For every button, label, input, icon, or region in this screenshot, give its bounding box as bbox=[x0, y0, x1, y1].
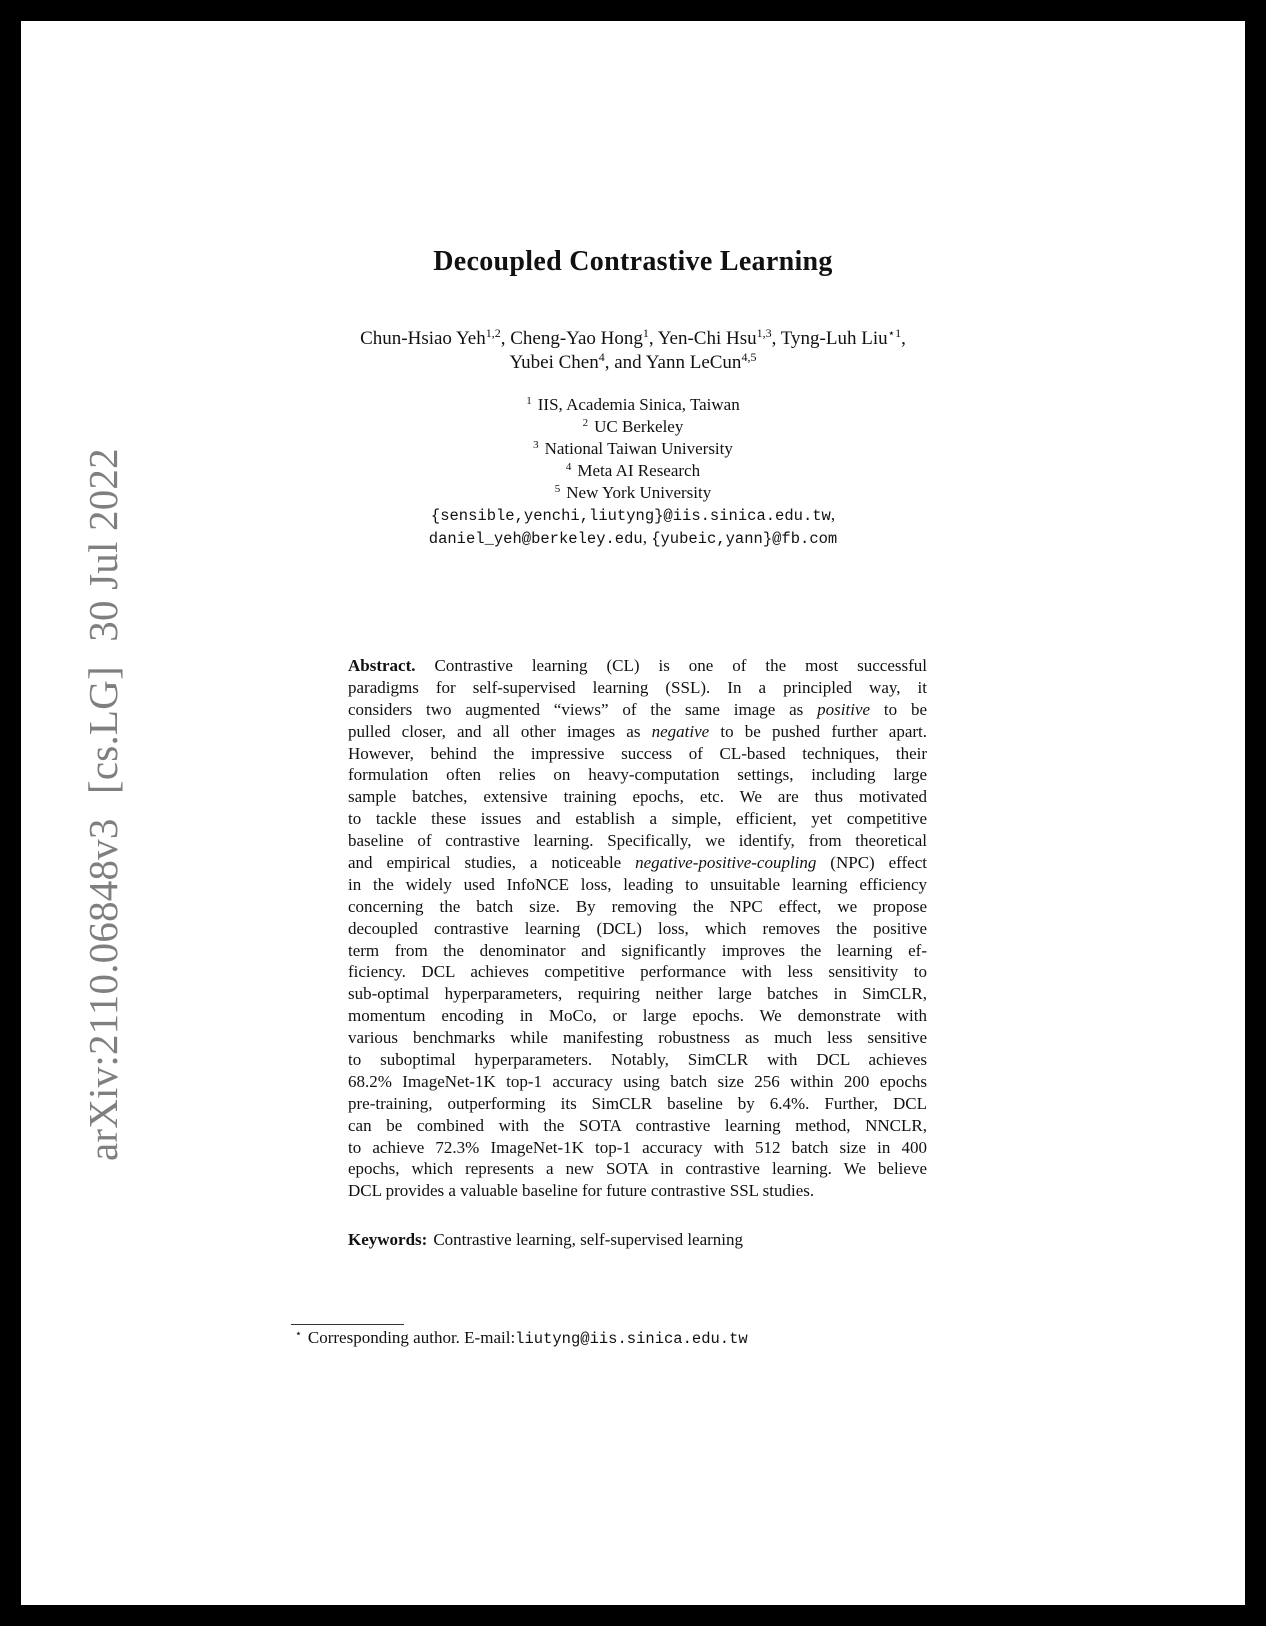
abstract-line bbox=[348, 1137, 927, 1159]
affiliation-list bbox=[21, 394, 1245, 550]
abstract-text: However, behind the impressive success of CL-based techniques, their bbox=[348, 743, 927, 763]
abstract-label: Abstract. bbox=[348, 656, 416, 675]
affiliation-item bbox=[21, 416, 1245, 438]
affiliation-number: 1 bbox=[526, 395, 532, 407]
author-affiliation-mark: 1,3 bbox=[756, 326, 772, 340]
abstract-text: ficiency. DCL achieves competitive performance with less sensitivity to bbox=[348, 962, 927, 982]
abstract-line bbox=[348, 1027, 927, 1049]
abstract-emphasis: negative bbox=[651, 721, 710, 741]
abstract-text: in the widely used InfoNCE loss, leading to unsuitable learning efficiency bbox=[348, 874, 927, 894]
abstract-line bbox=[348, 677, 927, 699]
abstract-line bbox=[348, 830, 927, 852]
email-group-fb[interactable]: {yubeic,yann}@fb.com bbox=[651, 530, 838, 548]
author-name: Yubei Chen bbox=[509, 352, 599, 373]
abstract-text: (NPC) effect bbox=[816, 853, 927, 873]
footnote-email-link[interactable]: liutyng@iis.sinica.edu.tw bbox=[515, 1330, 748, 1348]
abstract-text: pulled closer, and all other images as bbox=[348, 721, 652, 741]
abstract-line bbox=[348, 961, 927, 983]
affiliation-name: UC Berkeley bbox=[594, 417, 684, 436]
affiliation-number: 4 bbox=[565, 461, 572, 473]
abstract-text: paradigms for self-supervised learning (SSL). In a principled way, it bbox=[348, 677, 927, 697]
abstract-text: epochs, which represents a new SOTA in contrastive learning. We believe bbox=[348, 1159, 927, 1179]
abstract-emphasis: negative-positive-coupling bbox=[635, 853, 817, 873]
abstract-line bbox=[348, 1158, 927, 1180]
author-name: Chun-Hsiao Yeh bbox=[360, 328, 486, 349]
arxiv-id[interactable]: arXiv:2110.06848v3 bbox=[80, 818, 126, 1161]
abstract-line bbox=[348, 786, 927, 808]
author-name: Tyng-Luh Liu bbox=[780, 328, 888, 349]
author-separator: , bbox=[500, 328, 511, 349]
affiliation-name: National Taiwan University bbox=[544, 439, 733, 458]
abstract-text: to achieve 72.3% ImageNet-1K top-1 accuracy with 512 batch size in 400 bbox=[348, 1137, 927, 1157]
abstract-text: various benchmarks while manifesting robustness as much less sensitive bbox=[348, 1028, 927, 1048]
abstract-text: to be pushed further apart. bbox=[709, 721, 927, 741]
abstract bbox=[348, 655, 927, 1202]
abstract-line bbox=[348, 1115, 927, 1137]
paper-page bbox=[21, 21, 1245, 1605]
abstract-text: decoupled contrastive learning (DCL) loss, which removes the positive bbox=[348, 918, 927, 938]
affiliation-name: IIS, Academia Sinica, Taiwan bbox=[537, 395, 740, 414]
email-group-iis[interactable]: {sensible,yenchi,liutyng}@iis.sinica.edu.tw bbox=[430, 507, 831, 525]
abstract-line bbox=[348, 1071, 927, 1093]
abstract-line bbox=[348, 874, 927, 896]
abstract-text: DCL provides a valuable baseline for future contrastive SSL studies. bbox=[348, 1181, 815, 1201]
author-name: Yen-Chi Hsu bbox=[657, 328, 757, 349]
abstract-text: sample batches, extensive training epochs, etc. We are thus motivated bbox=[348, 787, 927, 807]
email-line-1 bbox=[21, 504, 1245, 527]
footnote-rule bbox=[291, 1324, 404, 1325]
abstract-line bbox=[348, 1049, 927, 1071]
abstract-line bbox=[348, 1180, 927, 1202]
author-affiliation-mark: 4 bbox=[598, 350, 605, 364]
affiliation-item bbox=[21, 394, 1245, 416]
abstract-line bbox=[348, 721, 927, 743]
author-affiliation-mark: 1,2 bbox=[485, 326, 501, 340]
affiliation-item bbox=[21, 438, 1245, 460]
author-line-1 bbox=[21, 327, 1245, 351]
abstract-line bbox=[348, 940, 927, 962]
author-name: Cheng-Yao Hong bbox=[510, 328, 643, 349]
author-separator: , bbox=[648, 328, 658, 349]
abstract-text: pre-training, outperforming its SimCLR baseline by 6.4%. Further, DCL bbox=[348, 1093, 927, 1113]
author-affiliation-mark: ⋆1 bbox=[887, 326, 902, 340]
affiliation-name: New York University bbox=[566, 483, 712, 502]
abstract-text: considers two augmented “views” of the same image as bbox=[348, 699, 818, 719]
abstract-line bbox=[348, 896, 927, 918]
author-affiliation-mark: 4,5 bbox=[741, 350, 757, 364]
abstract-text: baseline of contrastive learning. Specifically, we identify, from theoretical bbox=[348, 831, 927, 851]
abstract-line bbox=[348, 983, 927, 1005]
abstract-text: momentum encoding in MoCo, or large epochs. We demonstrate with bbox=[348, 1006, 927, 1026]
abstract-line bbox=[348, 655, 927, 677]
arxiv-category: [cs.LG] bbox=[80, 666, 126, 794]
abstract-line bbox=[348, 852, 927, 874]
abstract-text: and empirical studies, a noticeable bbox=[348, 853, 636, 873]
keywords-text: Contrastive learning, self-supervised learning bbox=[433, 1230, 744, 1249]
arxiv-date: 30 Jul 2022 bbox=[80, 448, 126, 642]
abstract-text: Contrastive learning (CL) is one of the most successful bbox=[434, 656, 928, 675]
abstract-text: formulation often relies on heavy-computation settings, including large bbox=[348, 765, 927, 785]
affiliation-name: Meta AI Research bbox=[577, 461, 701, 480]
email-line-2 bbox=[21, 527, 1245, 550]
affiliation-number: 5 bbox=[554, 483, 561, 495]
footnote bbox=[295, 1328, 748, 1348]
email-berkeley[interactable]: daniel_yeh@berkeley.edu bbox=[428, 530, 643, 548]
author-separator: , bbox=[771, 328, 781, 349]
affiliation-item bbox=[21, 482, 1245, 504]
abstract-text: to tackle these issues and establish a simple, efficient, yet competitive bbox=[348, 809, 927, 829]
abstract-text: term from the denominator and significantly improves the learning ef- bbox=[348, 940, 927, 960]
abstract-line bbox=[348, 1005, 927, 1027]
author-affiliation-mark: 1 bbox=[642, 326, 649, 340]
affiliation-item bbox=[21, 460, 1245, 482]
author-separator: , bbox=[901, 328, 906, 349]
abstract-text: to suboptimal hyperparameters. Notably, SimCLR with DCL achieves bbox=[348, 1050, 927, 1070]
email-separator: , bbox=[830, 505, 836, 524]
abstract-text: can be combined with the SOTA contrastive learning method, NNCLR, bbox=[348, 1115, 927, 1135]
author-separator: , and bbox=[604, 352, 646, 373]
keywords-label: Keywords: bbox=[348, 1230, 428, 1249]
author-name: Yann LeCun bbox=[645, 352, 742, 373]
abstract-text: concerning the batch size. By removing the NPC effect, we propose bbox=[348, 896, 927, 916]
affiliation-number: 3 bbox=[533, 439, 539, 451]
affiliation-number: 2 bbox=[582, 417, 589, 429]
email-separator: , bbox=[642, 528, 652, 547]
abstract-line bbox=[348, 918, 927, 940]
footnote-text: Corresponding author. E-mail: bbox=[307, 1328, 516, 1347]
abstract-text: sub-optimal hyperparameters, requiring neither large batches in SimCLR, bbox=[348, 984, 927, 1004]
abstract-emphasis: positive bbox=[817, 699, 871, 719]
paper-title: Decoupled Contrastive Learning bbox=[433, 246, 833, 277]
abstract-text: 68.2% ImageNet-1K top-1 accuracy using batch size 256 within 200 epochs bbox=[348, 1071, 927, 1091]
abstract-line bbox=[348, 699, 927, 721]
abstract-line bbox=[348, 1093, 927, 1115]
author-line-2 bbox=[21, 351, 1245, 375]
keywords bbox=[348, 1230, 743, 1250]
abstract-line bbox=[348, 808, 927, 830]
abstract-text: to be bbox=[870, 699, 927, 719]
author-list bbox=[21, 327, 1245, 375]
abstract-line bbox=[348, 743, 927, 765]
abstract-line bbox=[348, 764, 927, 786]
footnote-star-mark: ⋆ bbox=[295, 1328, 302, 1340]
